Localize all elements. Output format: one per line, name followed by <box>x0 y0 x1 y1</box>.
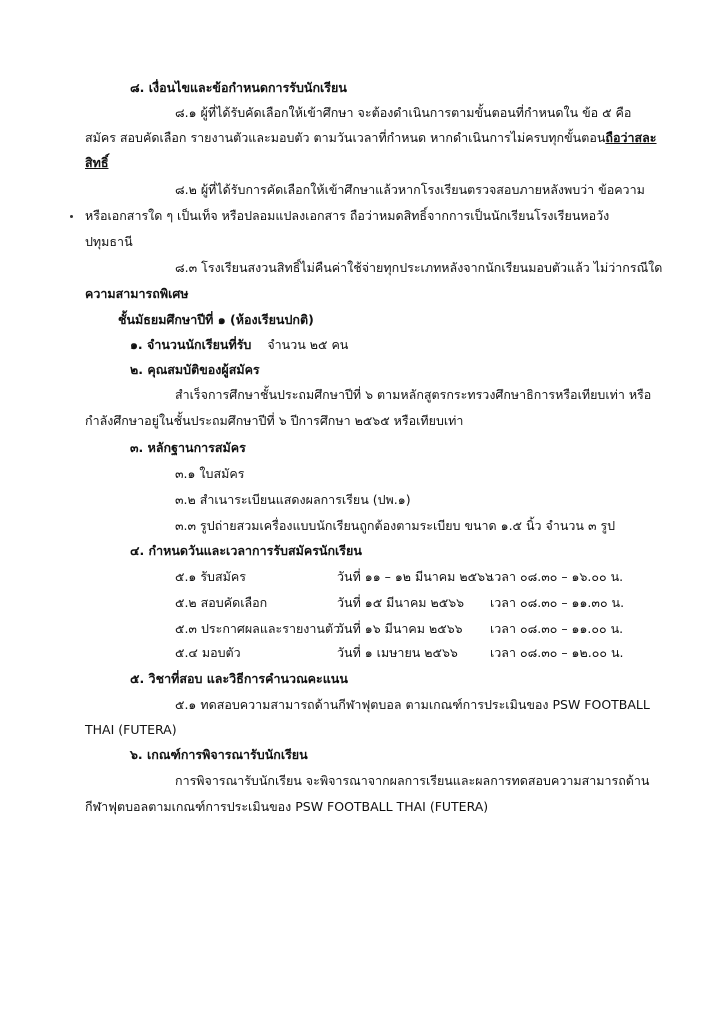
item-1-value: จำนวน ๒๕ คน <box>267 337 349 352</box>
schedule-row-name: ๕.๒ สอบคัดเลือก <box>175 595 268 610</box>
item-6-line-1: การพิจารณารับนักเรียน จะพิจารณาจากผลการเรียนและผลการทดสอบความสามารถด้าน <box>175 773 650 788</box>
schedule-row-date: วันที่ ๑ เมษายน ๒๕๖๖ <box>337 645 458 660</box>
schedule-row-time: เวลา ๐๘.๓๐ – ๑๑.๐๐ น. <box>490 621 624 636</box>
special-ability-title: ความสามารถพิเศษ <box>85 286 189 301</box>
clause-8-2-line-1: ๘.๒ ผู้ที่ได้รับการคัดเลือกให้เข้าศึกษาแล้วหากโรงเรียนตรวจสอบภายหลังพบว่า ข้อความ <box>175 182 645 197</box>
grade-level-subtitle: ชั้นมัธยมศึกษาปีที่ ๑ (ห้องเรียนปกติ) <box>118 312 314 327</box>
forfeit-right-emphasis-cont: สิทธิ์ <box>85 155 109 170</box>
clause-8-3-line-1: ๘.๓ โรงเรียนสงวนสิทธิ์ไม่คืนค่าใช้จ่ายทุกประเภทหลังจากนักเรียนมอบตัวแล้ว ไม่ว่ากรณีใด <box>175 260 663 275</box>
schedule-row-time: เวลา ๐๘.๓๐ – ๑๑.๓๐ น. <box>490 595 625 610</box>
schedule-row-name: ๕.๔ มอบตัว <box>175 645 241 660</box>
item-2-line-2: กำลังศึกษาอยู่ในชั้นประถมศึกษาปีที่ ๖ ปีการศึกษา ๒๕๖๕ หรือเทียบเท่า <box>85 413 464 428</box>
item-2-line-1: สำเร็จการศึกษาชั้นประถมศึกษาปีที่ ๖ ตามหลักสูตรกระทรวงศึกษาธิการหรือเทียบเท่า หรือ <box>175 387 652 402</box>
clause-8-1-text: สมัคร สอบคัดเลือก รายงานตัวและมอบตัว ตามวันเวลาที่กำหนด หากดำเนินการไม่ครบทุกขั้นตอน <box>85 130 606 145</box>
item-6-label: ๖. เกณฑ์การพิจารณารับนักเรียน <box>130 747 308 762</box>
item-5-line-1: ๕.๑ ทดสอบความสามารถด้านกีฬาฟุตบอล ตามเกณฑ์การประเมินของ PSW FOOTBALL <box>175 697 650 712</box>
item-1-row <box>130 336 348 354</box>
section-8-heading: ๘. เงื่อนไขและข้อกำหนดการรับนักเรียน <box>130 80 347 95</box>
schedule-row-time: เวลา ๐๘.๓๐ – ๑๒.๐๐ น. <box>490 645 624 660</box>
schedule-row-time: เวลา ๐๘.๓๐ – ๑๖.๐๐ น. <box>490 569 624 584</box>
item-4-label: ๔. กำหนดวันและเวลาการรับสมัครนักเรียน <box>130 543 362 558</box>
clause-8-2-line-2: หรือเอกสารใด ๆ เป็นเท็จ หรือปลอมแปลงเอกสาร ถือว่าหมดสิทธิ์จากการเป็นนักเรียนโรงเรียนหอวัง <box>85 208 610 223</box>
item-6-line-2: กีฬาฟุตบอลตามเกณฑ์การประเมินของ PSW FOOTBALL THAI (FUTERA) <box>85 799 489 814</box>
schedule-row-date: วันที่ ๑๖ มีนาคม ๒๕๖๖ <box>337 621 463 636</box>
schedule-row-date: วันที่ ๑๑ – ๑๒ มีนาคม ๒๕๖๖ <box>337 569 493 584</box>
clause-8-1-line-1: ๘.๑ ผู้ที่ได้รับคัดเลือกให้เข้าศึกษา จะต้องดำเนินการตามขั้นตอนที่กำหนดใน ข้อ ๕ คือ <box>175 105 632 120</box>
schedule-row-name: ๕.๑ รับสมัคร <box>175 569 246 584</box>
schedule-row-name: ๕.๓ ประกาศผลและรายงานตัว <box>175 621 341 636</box>
forfeit-right-emphasis: ถือว่าสละ <box>605 130 657 145</box>
item-3-label: ๓. หลักฐานการสมัคร <box>130 440 246 455</box>
item-3-3: ๓.๓ รูปถ่ายสวมเครื่องแบบนักเรียนถูกต้องตามระเบียบ ขนาด ๑.๕ นิ้ว จำนวน ๓ รูป <box>175 518 616 533</box>
item-2-label: ๒. คุณสมบัติของผู้สมัคร <box>130 362 260 377</box>
clause-8-1-line-2 <box>85 129 657 147</box>
item-5-line-2: THAI (FUTERA) <box>85 722 177 737</box>
item-5-label: ๕. วิชาที่สอบ และวิธีการคำนวณคะแนน <box>130 671 348 686</box>
margin-mark <box>70 215 73 218</box>
item-1-label: ๑. จำนวนนักเรียนที่รับ <box>130 337 252 352</box>
item-3-1: ๓.๑ ใบสมัคร <box>175 466 245 481</box>
item-3-2: ๓.๒ สำเนาระเบียนแสดงผลการเรียน (ปพ.๑) <box>175 492 411 507</box>
clause-8-2-line-3: ปทุมธานี <box>85 234 133 249</box>
schedule-row-date: วันที่ ๑๕ มีนาคม ๒๕๖๖ <box>337 595 465 610</box>
